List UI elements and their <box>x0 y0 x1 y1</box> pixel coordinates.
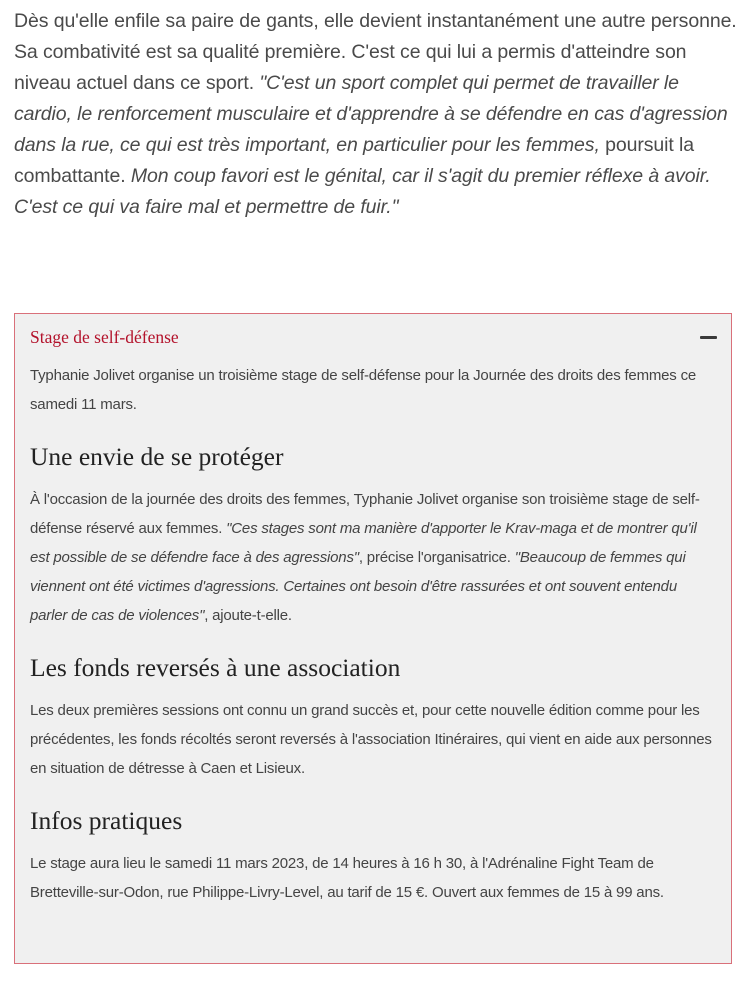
article-quote: Mon coup favori est le génital, car il s'agit du premier réflexe à avoir. C'est ce qui va faire mal et permettre de fuir." <box>14 165 711 218</box>
section-heading: Une envie de se protéger <box>30 442 284 471</box>
section-text-part: , précise l'organisatrice. <box>358 549 515 566</box>
section-heading: Les fonds reversés à une association <box>30 653 401 682</box>
infobox <box>14 313 732 964</box>
infobox-title: Stage de self-défense <box>30 327 179 347</box>
article-text: Dès qu'elle enfile sa paire de gants, elle devient instantanément une autre personne. Sa combativité est sa qualité première. C'est ce qui lui a permis d'atteindre son niveau actuel dans ce sport. <box>14 10 737 94</box>
section-text-part: À l'occasion de la journée des droits des femmes, Typhanie Jolivet organise son troisième stage de self-défense réservé aux femmes. <box>30 491 700 537</box>
section-text-part: , ajoute-t-elle. <box>204 607 292 624</box>
section-quote: "Ces stages sont ma manière d'apporter le Krav-maga et de montrer qu'il est possible de se défendre face à des agressions" <box>30 520 697 566</box>
section-heading: Infos pratiques <box>30 806 183 835</box>
section-quote: "Beaucoup de femmes qui viennent ont été victimes d'agressions. Certaines ont besoin d'être rassurées et ont souvent entendu parler de cas de violences" <box>30 549 686 624</box>
infobox-intro: Typhanie Jolivet organise un troisième stage de self-défense pour la Journée des droits des femmes ce samedi 11 mars. <box>30 367 697 413</box>
section-text: Le stage aura lieu le samedi 11 mars 2023, de 14 heures à 16 h 30, à l'Adrénaline Fight Team de Bretteville-sur-Odon, rue Philippe-Livry-Level, au tarif de 15 €. Ouvert aux femmes de 15 à 99 ans. <box>30 855 664 901</box>
section-text: Les deux premières sessions ont connu un grand succès et, pour cette nouvelle édition comme pour les précédentes, les fonds récoltés seront reversés à l'association Itinéraires, qui vient en aide aux personnes en situation de détresse à Caen et Lisieux. <box>30 702 712 777</box>
article-paragraph <box>14 6 739 223</box>
infobox-header[interactable] <box>30 324 717 350</box>
section-text <box>30 485 717 630</box>
minus-icon[interactable] <box>700 336 717 339</box>
article-text: poursuit la combattante. <box>14 134 694 187</box>
article-quote: "C'est un sport complet qui permet de travailler le cardio, le renforcement musculaire et d'apprendre à se défendre en cas d'agression dans la rue, ce qui est très important, en particulier pour les femmes, <box>14 72 728 156</box>
